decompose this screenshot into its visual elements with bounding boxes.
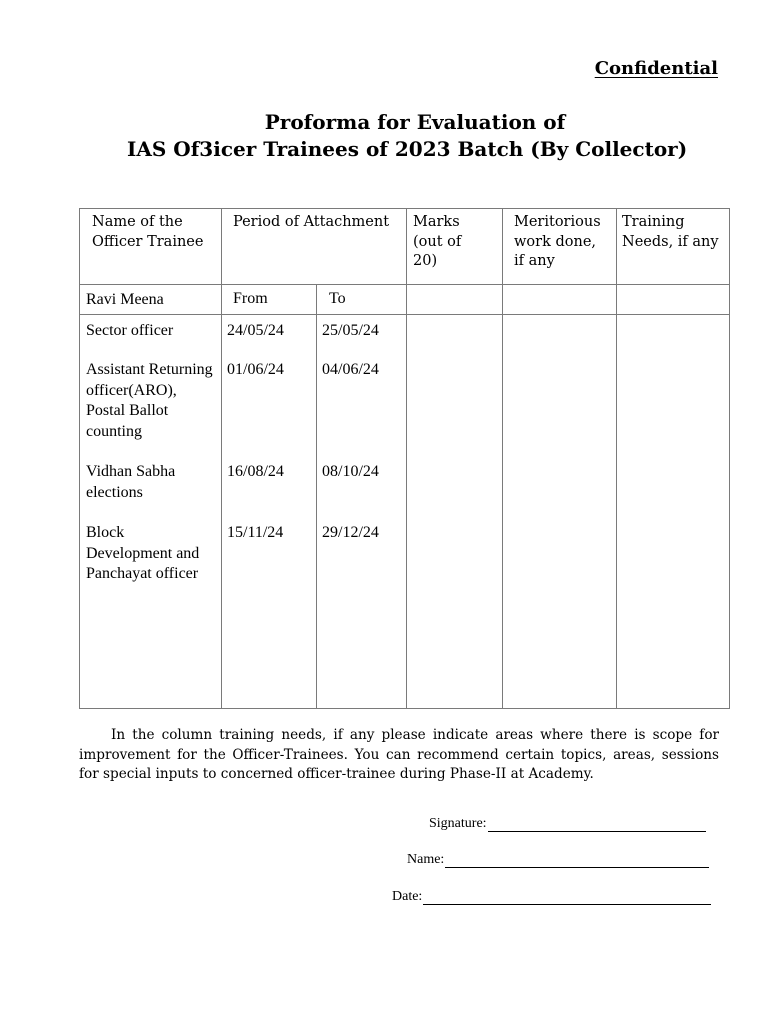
header-marks-line: 20) xyxy=(413,253,438,269)
assignment-name xyxy=(86,360,213,442)
assignment-name xyxy=(86,321,173,342)
name-label: Name: xyxy=(407,852,445,867)
header-name-line: Officer Trainee xyxy=(92,233,204,250)
assignment-to: 04/06/24 xyxy=(322,361,379,378)
signature-label: Signature: xyxy=(429,816,487,831)
page-title-line-1: Proforma for Evaluation of xyxy=(264,110,566,134)
header-merit-line: Meritorious xyxy=(514,214,601,230)
header-training-needs xyxy=(622,213,719,252)
assignment-line: elections xyxy=(86,483,143,501)
assignment-line: Sector officer xyxy=(86,322,174,339)
assignment-name xyxy=(86,523,199,585)
header-period: Period of Attachment xyxy=(233,214,390,230)
assignment-line: officer(ARO), xyxy=(86,381,177,399)
signature-line[interactable] xyxy=(488,817,706,832)
date-line[interactable] xyxy=(423,890,711,905)
header-name xyxy=(92,213,203,252)
table-border xyxy=(80,209,730,709)
name-line[interactable] xyxy=(445,853,709,868)
header-needs-line: Needs, if any xyxy=(622,233,719,250)
to-label: To xyxy=(329,290,346,307)
assignment-to: 08/10/24 xyxy=(322,463,379,480)
assignment-name xyxy=(86,462,175,503)
assignment-line: Block xyxy=(86,524,125,541)
assignment-line: Vidhan Sabha xyxy=(86,463,176,480)
page-title-line-2: IAS Of3icer Trainees of 2023 Batch (By Collector) xyxy=(127,137,688,161)
assignment-line: counting xyxy=(86,422,142,440)
assignment-line: Development and xyxy=(86,544,200,562)
date-label: Date: xyxy=(392,889,423,904)
assignment-line: Assistant Returning xyxy=(86,361,213,378)
assignment-from: 01/06/24 xyxy=(227,361,284,378)
assignment-line: Panchayat officer xyxy=(86,565,199,582)
assignment-to: 29/12/24 xyxy=(322,524,379,541)
from-label: From xyxy=(233,290,268,307)
name-row xyxy=(407,852,709,868)
header-marks-line: Marks xyxy=(413,214,460,230)
header-name-line: Name of the xyxy=(92,214,183,230)
header-needs-line: Training xyxy=(622,214,685,230)
header-marks-line: (out of xyxy=(413,233,462,250)
header-meritorious xyxy=(514,213,601,272)
assignment-from: 15/11/24 xyxy=(227,524,284,541)
assignment-to: 25/05/24 xyxy=(322,322,379,339)
trainee-name: Ravi Meena xyxy=(86,291,164,308)
assignment-line: Postal Ballot xyxy=(86,402,169,419)
assignment-from: 16/08/24 xyxy=(227,463,284,480)
header-merit-line: if any xyxy=(514,253,555,269)
date-row xyxy=(392,889,711,905)
assignment-from: 24/05/24 xyxy=(227,322,284,339)
header-marks xyxy=(413,213,461,272)
confidential-label: Confidential xyxy=(594,58,718,79)
header-merit-line: work done, xyxy=(514,233,597,250)
signature-row xyxy=(429,816,706,832)
instruction-note: In the column training needs, if any please indicate areas where there is scope for improvement for the Officer-Trainees. You can recommend certain topics, areas, sessions for special inputs to concerned officer-trainee during Phase-II at Academy. xyxy=(79,727,719,782)
